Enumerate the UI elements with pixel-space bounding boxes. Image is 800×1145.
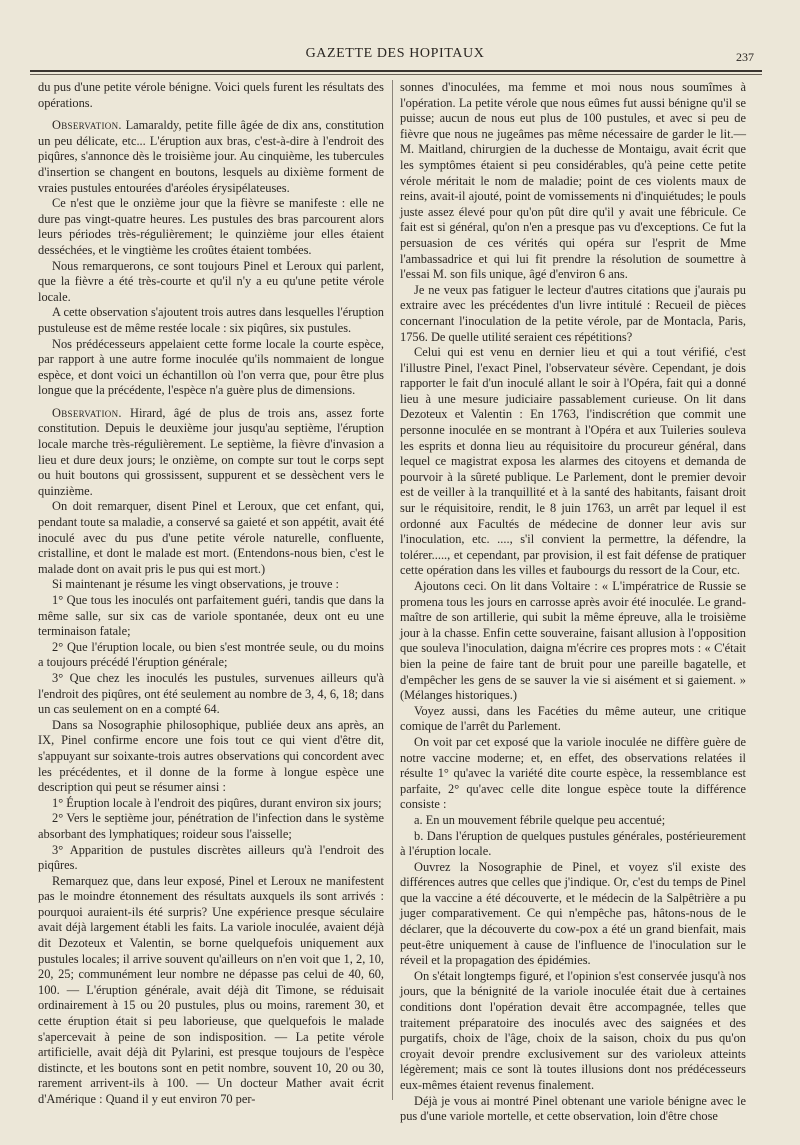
paragraph: Dans sa Nosographie philosophique, publiée deux ans après, an IX, Pinel confirme encore une fois tout ce qui vient d'être dit, s'appuyant sur soixante-trois autres observations qui concordent avec les précédentes, et il donne de la forme à longue espèce une description qui peut se résumer ainsi : — [38, 717, 384, 795]
paragraph: A cette observation s'ajoutent trois autres dans lesquelles l'éruption pustuleuse est de même restée locale : six piqûres, six pustules. — [38, 305, 384, 335]
paragraph: sonnes d'inoculées, ma femme et moi nous nous soumîmes à l'opération. La petite vérole que nous eûmes fut aussi bénigne qu'il se puisse; aucun de nous eut plus de 100 pustules, et avec si peu de fièvre que nous ne jugeâmes pas même nécessaire de garder le lit.— M. Maitland, chirurgien de la duchesse de Montaigu, avait écrit que les symptômes étaient si peu considérables, qu'à peine cette petite vérole méritait le nom de maladie; point de ces violents maux de reins, avait-il ajouté, point de vomissements ni d'inquiétudes; le pouls juste assez élevé pour qu'on pût dire qu'il y avait une fébricule. Ce fait est si général, qu'on n'en a presque pas vu d'exceptions. Ce fut la persuasion de ces vérités qui opéra sur l'esprit de Mme l'ambassadrice et qui lui fit prendre la résolution de soumettre à l'essai M. son fils unique, âgé d'environ 6 ans. — [400, 80, 746, 282]
paragraph: Ajoutons ceci. On lit dans Voltaire : « L'impératrice de Russie se promena tous les jours en carrosse après avoir été inoculée. Le grand-maître de son artillerie, qui subit la même épreuve, alla le troisième jour à la chasse. Enfin cette souveraine, faisant allusion à l'opposition que souleva l'inoculation, daigna m'écrire ces propres mots : « C'était bien la peine de faire tant de bruit pour une pareille bagatelle, et d'empêcher les gens de se sauver la vie si aisément et si gaiement. » (Mélanges historiques.) — [400, 579, 746, 703]
left-column — [38, 80, 384, 1108]
paragraph: Observation. Lamaraldy, petite fille âgée de dix ans, constitution un peu délicate, etc... L'éruption aux bras, c'est-à-dire à l'endroit des piqûres, s'annonce dès le troisième jour. Au cinquième, les tubercules d'insertion se changent en boutons, lesquels au dixième forment de vraies pustules entourées d'aréoles érysipélateuses. — [38, 118, 384, 195]
paragraph: Ouvrez la Nosographie de Pinel, et voyez s'il existe des différences autres que celles que j'indique. Or, c'est du temps de Pinel que la vaccine a été découverte, et le médecin de la Salpêtrière a pu juger comparativement. Ce qui n'empêche pas, hâtons-nous de le déclarer, que la découverte du cow-pox a été un grand bienfait, mais peut-être uniquement à cause de l'influence de l'inoculation sur le réveil et la propagation des épidémies. — [400, 859, 746, 968]
paragraph: Nous remarquerons, ce sont toujours Pinel et Leroux qui parlent, que la fièvre a été très-courte et qu'il n'y a eu qu'une petite vérole locale. — [38, 258, 384, 304]
paragraph: 3° Que chez les inoculés les pustules, survenues ailleurs qu'à l'endroit des piqûres, ont été seulement au nombre de 3, 4, 6, 18; dans un cas seulement on en a compté 64. — [38, 670, 384, 717]
running-title: GAZETTE DES HOPITAUX — [305, 46, 485, 61]
paragraph: a. En un mouvement fébrile quelque peu accentué; — [414, 812, 666, 827]
paragraph: 3° Apparition de pustules discrètes ailleurs qu'à l'endroit des piqûres. — [38, 842, 384, 873]
paragraph: 1° Éruption locale à l'endroit des piqûres, durant environ six jours; — [52, 795, 382, 810]
column-divider — [392, 80, 393, 1100]
paragraph: b. Dans l'éruption de quelques pustules générales, postérieurement à l'éruption locale. — [400, 828, 746, 859]
paragraph: Voyez aussi, dans les Facéties du même auteur, une critique comique de l'arrêt du Parlement. — [400, 703, 746, 734]
paragraph: On voit par cet exposé que la variole inoculée ne diffère guère de notre vaccine moderne; et, en effet, des observations relatées il résulte 1° qu'avec la variété dite courte espèce, la ressemblance est parfaite, 2° qu'avec celle dite longue espèce toute la différence consiste : — [400, 734, 746, 812]
observation-label: Observation. — [52, 118, 122, 133]
paragraph: du pus d'une petite vérole bénigne. Voici quels furent les résultats des opérations. — [38, 80, 384, 110]
paragraph: Observation. Hirard, âgé de plus de trois ans, assez forte constitution. Depuis le deuxième jour jusqu'au septième, l'éruption locale marche très-régulièrement. Le septième, la fièvre d'invasion a lieu et dure deux jours; le onzième, on compte sur tout le corps sept ou huit boutons qui grossissent, suppurent et se dessèchent vers le quinzième. — [38, 405, 384, 498]
paragraph: Celui qui est venu en dernier lieu et qui a tout vérifié, c'est l'illustre Pinel, l'exact Pinel, l'observateur sévère. Cependant, je dois rapporter le fait d'un inoculé allant le soir à l'Opéra, fait qui a donné lieu à une mesure judiciaire passablement curieuse. On lit dans Dezoteux et Valentin : En 1763, l'indiscrétion que commit une personne inoculée en se montrant à l'Opéra et aux Tuileries souleva les esprits et donna lieu au réquisitoire du procureur général, dans lequel ce magistrat exposa les alarmes des citoyens et demanda de pourvoir à la sûreté publique. Le Parlement, dont le premier devoir est de veiller à la tranquillité et à la santé des habitants, faisant droit sur le réquisitoire, rendit, le 8 juin 1763, un arrêt par lequel il est ordonné aux Facultés de médecine de donner leur avis sur l'inoculation, etc. ...., s'il convient la permettre, la défendre, la tolérer....., et cependant, par provision, il est fait défense de pratiquer cette opération dans les villes et faubourgs du ressort de la Cour, etc. — [400, 345, 746, 578]
paragraph: Remarquez que, dans leur exposé, Pinel et Leroux ne manifestent pas le moindre étonnement des résultats auxquels ils sont arrivés : pourquoi auraient-ils été surpris? Une expérience presque séculaire avait déjà largement établi les faits. La variole inoculée, avaient déjà dit Dezoteux et Valentin, se borne quelquefois uniquement aux pustules locales; il arrive souvent qu'ailleurs on n'en voit que 1, 2, 10, 20, 25; communément leur nombre ne dépasse pas celui de 40, 60, 100. — L'éruption générale, avait déjà dit Timone, se réduisait ordinairement à 15 ou 20 pustules, plus ou moins, rarement 30, et cette éruption était si peu laborieuse, que quelquefois le malade s'apercevait à peine de son indisposition. — La petite vérole artificielle, avait déjà dit Pylarini, est presque toujours de l'espèce distincte, et les boutons sont en petit nombre, souvent 10, 20 ou 30, rarement arrivent-ils à 100. — Un docteur Mather avait écrit d'Amérique : Quand il y eut environ 70 per- — [38, 873, 384, 1106]
observation-label: Observation. — [52, 405, 122, 420]
paragraph: Si maintenant je résume les vingt observations, je trouve : — [52, 577, 339, 592]
page-header — [30, 44, 760, 68]
header-rule-thin — [30, 74, 762, 75]
paragraph: 2° Vers le septième jour, pénétration de l'infection dans le système absorbant des lymphatiques; roideur sous l'aisselle; — [38, 811, 384, 841]
header-rule — [30, 70, 762, 72]
page-number: 237 — [736, 50, 754, 64]
paragraph: On doit remarquer, disent Pinel et Leroux, que cet enfant, qui, pendant toute sa maladie, a conservé sa gaieté et son appétit, avait été inoculé avec du pus d'une petite vérole naturelle, confluente, cristalline, et dont le malade est mort. (Entendons-nous bien, c'est le malade dont on avait pris le pus qui est mort.) — [38, 499, 384, 576]
paragraph: On s'était longtemps figuré, et l'opinion s'est conservée jusqu'à nos jours, que la bénignité de la variole inoculée était due à certaines conditions dont l'opération devait être accompagnée, telles que traitement préparatoire des inoculés avec des saignées et des purgatifs, choix de l'âge, choix de la saison, choix du pus qu'on croyait devoir prendre exclusivement sur des varioleux atteints légèrement; mais ce sont là toutes illusions dont nos prédécesseurs eux-mêmes étaient revenus finalement. — [400, 968, 746, 1092]
paragraph: 1° Que tous les inoculés ont parfaitement guéri, tandis que dans la même salle, sur six cas de variole spontanée, deux ont eu une terminaison fatale; — [38, 593, 384, 639]
paragraph: 2° Que l'éruption locale, ou bien s'est montrée seule, ou du moins a toujours précédé l'éruption générale; — [38, 639, 384, 670]
paragraph: Déjà je vous ai montré Pinel obtenant une variole bénigne avec le pus d'une variole mortelle, et cette observation, loin d'être chose — [400, 1093, 746, 1124]
right-column — [400, 80, 746, 1125]
paragraph: Ce n'est que le onzième jour que la fièvre se manifeste : elle ne dure pas vingt-quatre heures. Les pustules des bras parcourent alors leurs périodes très-régulièrement; le quinzième jour elles étaient desséchées, et le vingtième les croûtes étaient tombées. — [38, 196, 384, 257]
paragraph: Je ne veux pas fatiguer le lecteur d'autres citations que j'aurais pu extraire avec les précédentes d'un livre intitulé : Recueil de pièces concernant l'inoculation de la petite vérole, par de Montacla, Paris, 1756. De quelle utilité seraient ces répétitions? — [400, 282, 746, 344]
paragraph: Nos prédécesseurs appelaient cette forme locale la courte espèce, par rapport à une autre forme inoculée qu'ils nommaient de longue espèce, et dont voici un échantillon où l'on verra que, pour être plus longue que la précédente, l'espèce n'a guère plus de dimensions. — [38, 336, 384, 398]
